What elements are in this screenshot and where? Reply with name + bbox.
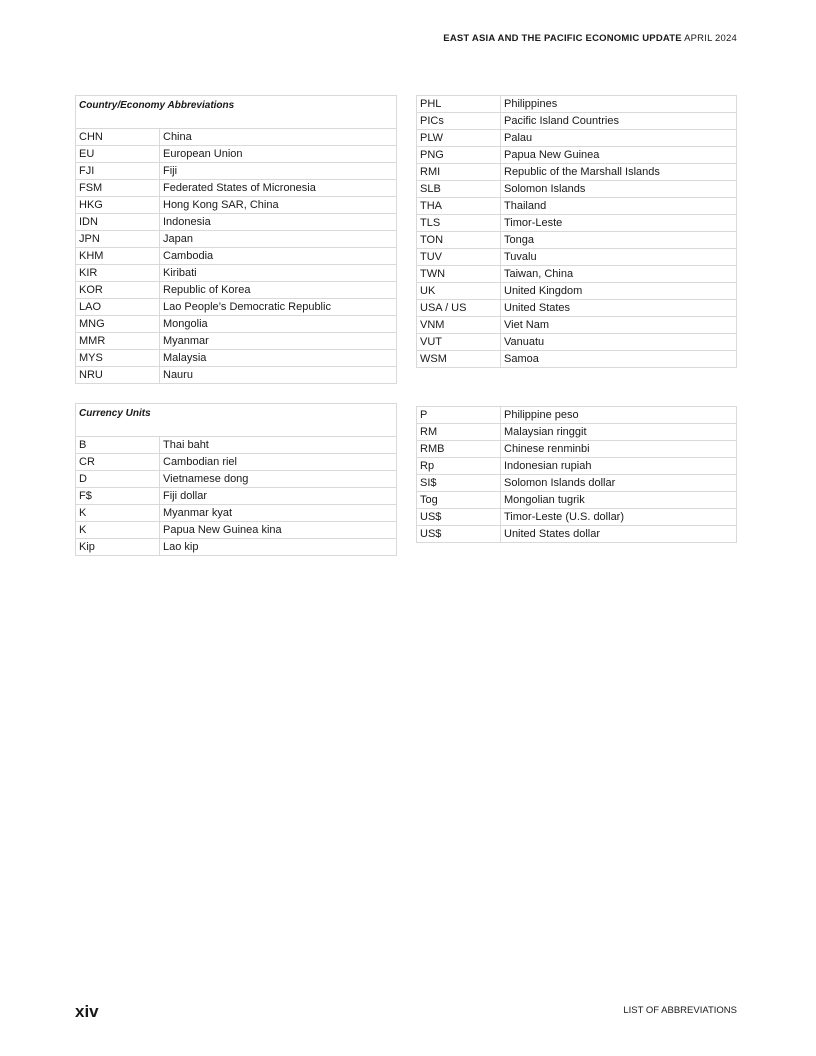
abbreviation-meaning: Cambodia [160, 248, 397, 265]
table-row [417, 300, 737, 317]
abbreviation-code: MNG [76, 316, 160, 333]
abbreviation-code: FSM [76, 180, 160, 197]
abbreviation-code: EU [76, 146, 160, 163]
abbreviation-code: MYS [76, 350, 160, 367]
table-row [417, 147, 737, 164]
table-row [76, 299, 397, 316]
table-row [417, 232, 737, 249]
abbreviation-code: PICs [417, 113, 501, 130]
table-heading-row [76, 404, 397, 437]
table-row [417, 181, 737, 198]
abbreviation-meaning: Vietnamese dong [160, 471, 397, 488]
table-row [76, 505, 397, 522]
abbreviation-code: CR [76, 454, 160, 471]
abbreviation-code: USA / US [417, 300, 501, 317]
table-heading: Country/Economy Abbreviations [76, 96, 397, 129]
abbreviation-code: RMI [417, 164, 501, 181]
table-row [76, 146, 397, 163]
abbreviation-code: SI$ [417, 475, 501, 492]
abbreviation-meaning: Lao kip [160, 539, 397, 556]
abbreviation-meaning: Samoa [501, 351, 737, 368]
abbreviation-code: US$ [417, 526, 501, 543]
abbreviation-meaning: Federated States of Micronesia [160, 180, 397, 197]
table-row [417, 215, 737, 232]
abbreviation-code: PHL [417, 96, 501, 113]
abbreviation-meaning: Tuvalu [501, 249, 737, 266]
table-row [76, 454, 397, 471]
abbreviation-code: US$ [417, 509, 501, 526]
abbreviation-code: TWN [417, 266, 501, 283]
abbreviation-meaning: Kiribati [160, 265, 397, 282]
abbreviation-code: LAO [76, 299, 160, 316]
table-row [76, 539, 397, 556]
abbreviation-code: THA [417, 198, 501, 215]
abbreviation-meaning: Hong Kong SAR, China [160, 197, 397, 214]
abbreviation-meaning: Palau [501, 130, 737, 147]
page-number: xiv [75, 1002, 99, 1021]
table-row [76, 129, 397, 146]
abbreviation-code: IDN [76, 214, 160, 231]
abbreviation-meaning: United Kingdom [501, 283, 737, 300]
abbreviation-meaning: Fiji [160, 163, 397, 180]
table-row [76, 350, 397, 367]
abbreviation-code: CHN [76, 129, 160, 146]
table-row [417, 113, 737, 130]
table-row [76, 180, 397, 197]
running-header [443, 33, 737, 44]
currency-units-table-left [75, 403, 397, 556]
table-row [417, 96, 737, 113]
table-row [417, 441, 737, 458]
currency-units-table-right [416, 406, 737, 543]
abbreviation-meaning: United States dollar [501, 526, 737, 543]
abbreviation-meaning: Thailand [501, 198, 737, 215]
abbreviation-meaning: Mongolian tugrik [501, 492, 737, 509]
table-row [76, 231, 397, 248]
table-row [76, 197, 397, 214]
table-row [76, 522, 397, 539]
abbreviation-code: TUV [417, 249, 501, 266]
abbreviation-code: KIR [76, 265, 160, 282]
table-row [76, 316, 397, 333]
table-row [417, 526, 737, 543]
report-date: APRIL 2024 [684, 33, 737, 44]
abbreviation-code: SLB [417, 181, 501, 198]
abbreviation-meaning: Taiwan, China [501, 266, 737, 283]
table-heading: Currency Units [76, 404, 397, 437]
table-row [417, 283, 737, 300]
abbreviation-meaning: Chinese renminbi [501, 441, 737, 458]
abbreviation-code: PNG [417, 147, 501, 164]
abbreviation-meaning: Malaysian ringgit [501, 424, 737, 441]
abbreviation-meaning: Mongolia [160, 316, 397, 333]
abbreviation-meaning: Japan [160, 231, 397, 248]
table-row [417, 492, 737, 509]
country-abbreviations-table-left [75, 95, 397, 384]
table-row [417, 475, 737, 492]
abbreviation-meaning: Fiji dollar [160, 488, 397, 505]
table-heading-row [76, 96, 397, 129]
table-row [76, 163, 397, 180]
table-row [417, 351, 737, 368]
abbreviation-meaning: Tonga [501, 232, 737, 249]
abbreviation-code: FJI [76, 163, 160, 180]
table-row [76, 488, 397, 505]
abbreviation-code: K [76, 505, 160, 522]
table-row [417, 407, 737, 424]
table-row [76, 248, 397, 265]
abbreviation-meaning: Papua New Guinea [501, 147, 737, 164]
abbreviation-meaning: Viet Nam [501, 317, 737, 334]
abbreviation-meaning: Timor-Leste (U.S. dollar) [501, 509, 737, 526]
table-row [417, 198, 737, 215]
abbreviation-code: Rp [417, 458, 501, 475]
abbreviation-code: Tog [417, 492, 501, 509]
section-label: LIST OF ABBREVIATIONS [623, 1005, 737, 1016]
table-row [76, 265, 397, 282]
country-abbreviations-table-right [416, 95, 737, 368]
abbreviation-code: RM [417, 424, 501, 441]
abbreviation-code: TLS [417, 215, 501, 232]
abbreviation-code: NRU [76, 367, 160, 384]
table-row [417, 266, 737, 283]
abbreviation-code: D [76, 471, 160, 488]
table-row [417, 509, 737, 526]
abbreviation-code: JPN [76, 231, 160, 248]
abbreviation-meaning: Cambodian riel [160, 454, 397, 471]
abbreviation-code: Kip [76, 539, 160, 556]
abbreviation-code: B [76, 437, 160, 454]
abbreviation-code: WSM [417, 351, 501, 368]
abbreviation-meaning: Philippine peso [501, 407, 737, 424]
table-row [417, 424, 737, 441]
abbreviation-meaning: Lao People’s Democratic Republic [160, 299, 397, 316]
abbreviation-meaning: Republic of Korea [160, 282, 397, 299]
abbreviation-code: TON [417, 232, 501, 249]
table-row [76, 214, 397, 231]
table-row [417, 458, 737, 475]
abbreviation-meaning: Solomon Islands dollar [501, 475, 737, 492]
abbreviation-meaning: China [160, 129, 397, 146]
abbreviation-meaning: Malaysia [160, 350, 397, 367]
abbreviation-meaning: Nauru [160, 367, 397, 384]
abbreviation-code: PLW [417, 130, 501, 147]
abbreviation-meaning: Republic of the Marshall Islands [501, 164, 737, 181]
abbreviation-code: MMR [76, 333, 160, 350]
abbreviation-code: RMB [417, 441, 501, 458]
table-row [417, 130, 737, 147]
table-row [76, 437, 397, 454]
abbreviation-meaning: Papua New Guinea kina [160, 522, 397, 539]
abbreviation-meaning: Timor-Leste [501, 215, 737, 232]
abbreviation-meaning: Philippines [501, 96, 737, 113]
table-row [76, 367, 397, 384]
abbreviation-meaning: Pacific Island Countries [501, 113, 737, 130]
abbreviation-code: P [417, 407, 501, 424]
abbreviation-code: VUT [417, 334, 501, 351]
abbreviation-code: HKG [76, 197, 160, 214]
abbreviation-meaning: European Union [160, 146, 397, 163]
abbreviation-meaning: Vanuatu [501, 334, 737, 351]
table-row [76, 333, 397, 350]
table-row [76, 282, 397, 299]
abbreviation-code: KHM [76, 248, 160, 265]
abbreviation-meaning: Indonesia [160, 214, 397, 231]
abbreviation-meaning: Thai baht [160, 437, 397, 454]
abbreviation-code: VNM [417, 317, 501, 334]
abbreviation-meaning: Myanmar [160, 333, 397, 350]
abbreviation-code: UK [417, 283, 501, 300]
report-title: EAST ASIA AND THE PACIFIC ECONOMIC UPDATE [443, 33, 682, 44]
table-row [417, 317, 737, 334]
table-row [417, 164, 737, 181]
abbreviation-code: F$ [76, 488, 160, 505]
abbreviation-meaning: United States [501, 300, 737, 317]
abbreviation-code: KOR [76, 282, 160, 299]
table-row [417, 334, 737, 351]
table-row [76, 471, 397, 488]
abbreviation-code: K [76, 522, 160, 539]
abbreviation-meaning: Myanmar kyat [160, 505, 397, 522]
abbreviation-meaning: Solomon Islands [501, 181, 737, 198]
abbreviation-meaning: Indonesian rupiah [501, 458, 737, 475]
table-row [417, 249, 737, 266]
